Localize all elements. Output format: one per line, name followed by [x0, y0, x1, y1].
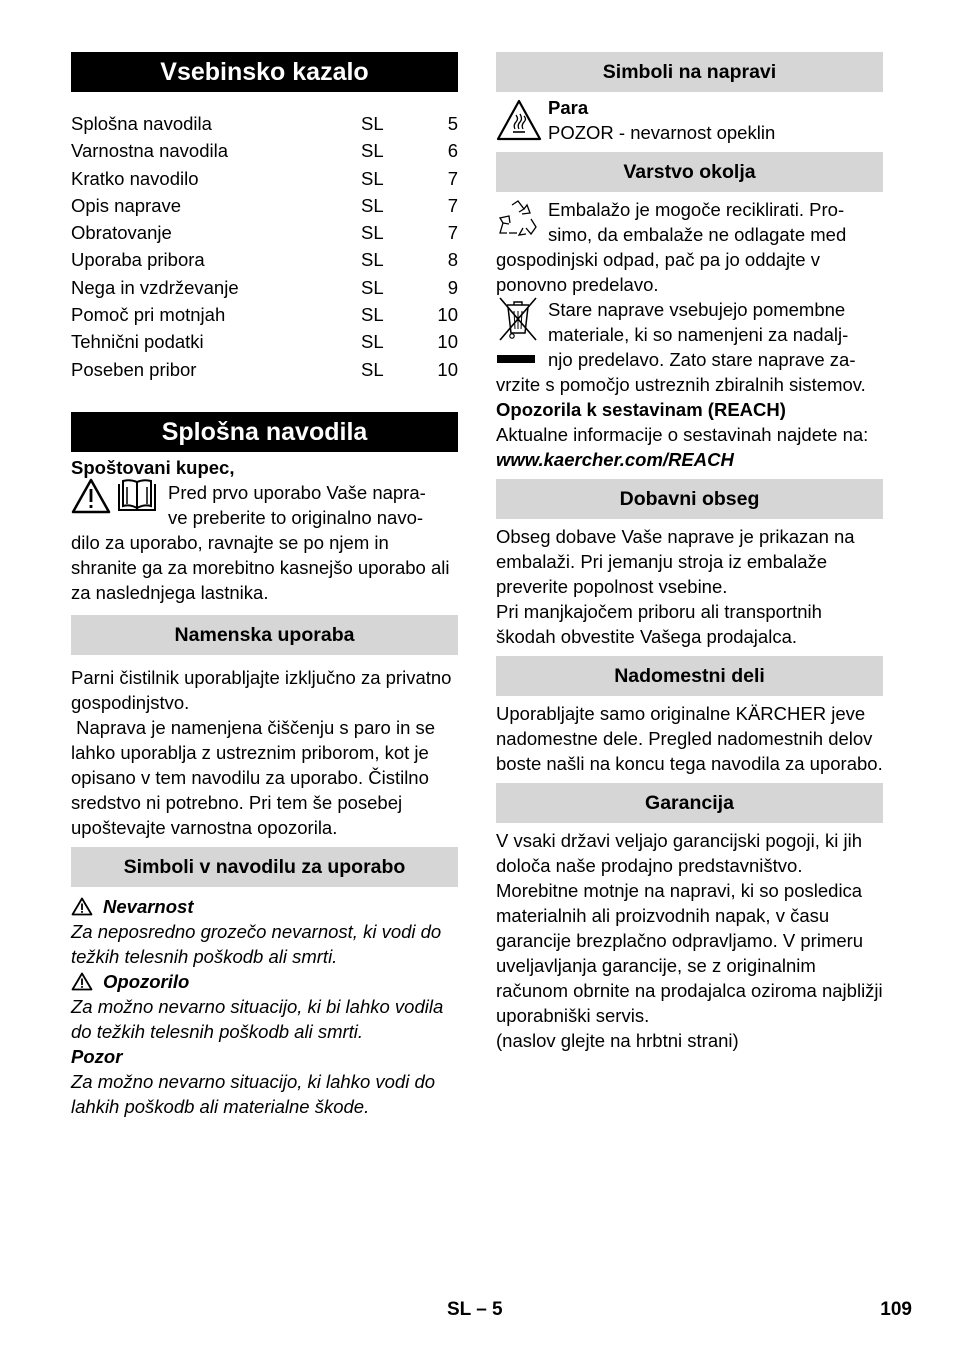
toc-entry: [71, 356, 458, 383]
toc-entry-page: 10: [437, 358, 458, 380]
warranty-text: V vsaki državi veljajo garancijski pogoji, ki jih določa naše prodajno predstavništvo. Morebitne motnje na napravi, ki so posledica materialnih ali proizvodnih napak, v času garancije brezplačno odpravljamo. V primeru uveljavljanja garancije, se z originalnim računom obrnite na prodajalca oziroma najbližji uporabniški servis.: [496, 830, 883, 1026]
general-line-1: Pred prvo uporabo Vaše napra-: [168, 481, 426, 503]
warranty-heading: Garancija: [496, 783, 883, 823]
reach-text: Aktualne informacije o sestavinah najdete na:: [496, 424, 869, 445]
crossed-bin-icon: [497, 295, 539, 345]
toc-entry: [71, 110, 458, 137]
toc-entry-lang: SL: [361, 331, 384, 353]
toc-heading: Vsebinsko kazalo: [71, 52, 458, 92]
environment-p2-text: vrzite s pomočjo ustreznih zbiralnih sistemov.: [496, 374, 866, 395]
toc-entry-lang: SL: [361, 358, 384, 380]
toc-entry-page: 10: [437, 331, 458, 353]
environment-p2-line1: Stare naprave vsebujejo pomembne: [548, 299, 846, 320]
weee-icon-wrap: [497, 295, 539, 363]
toc-entry-page: 7: [447, 194, 458, 216]
delivery-heading: Dobavni obseg: [496, 479, 883, 519]
delivery-p1: Obseg dobave Vaše naprave je prikazan na embalaži. Pri jemanju stroja iz embalaže preverite popolnost vsebine.: [496, 526, 855, 597]
toc-entry-page: 8: [447, 249, 458, 271]
environment-p2-line3: njo predelavo. Zato stare naprave za-: [548, 349, 856, 370]
toc-entry-title: Obratovanje: [71, 222, 172, 244]
toc-entry-lang: SL: [361, 276, 384, 298]
small-warning-icon: [71, 897, 93, 916]
footer-section: SL – 5: [447, 1299, 503, 1320]
recycling-icon: [497, 199, 539, 239]
toc-entry-title: Pomoč pri motnjah: [71, 304, 226, 326]
toc-entry-title: Poseben pribor: [71, 358, 197, 380]
caution-text: Za možno nevarno situacijo, ki lahko vodi do lahkih poškodb ali materialne škode.: [71, 1070, 436, 1117]
right-column: [496, 52, 883, 1053]
toc-entry-lang: SL: [361, 140, 384, 162]
toc-entry: [71, 192, 458, 219]
toc-entry: [71, 328, 458, 355]
toc-entry: [71, 219, 458, 246]
toc-entry-lang: SL: [361, 167, 384, 189]
left-column: [71, 52, 458, 1119]
weee-bar: [497, 355, 535, 363]
weee-block: [496, 297, 883, 397]
danger-label: Nevarnost: [103, 895, 194, 917]
toc-entry-page: 10: [437, 304, 458, 326]
toc-entry-title: Splošna navodila: [71, 113, 212, 134]
reach-link[interactable]: www.kaercher.com/REACH: [496, 449, 734, 470]
toc-entry: [71, 246, 458, 273]
danger-text: Za neposredno grozečo nevarnost, ki vodi do težkih telesnih poškodb ali smrti.: [71, 920, 442, 967]
toc-entry-lang: SL: [361, 194, 384, 216]
spare-parts-text: Uporabljajte samo originalne KÄRCHER jeve nadomestne dele. Pregled nadomestnih delov boste našli na koncu tega navodila za uporabo.: [496, 703, 883, 774]
toc-entry-title: Varnostna navodila: [71, 140, 229, 162]
read-manual-icons: [71, 478, 159, 514]
toc-entry-page: 7: [447, 167, 458, 189]
general-line-2: ve preberite to originalno navo-: [168, 506, 424, 528]
toc-entry-lang: SL: [361, 113, 384, 134]
general-text: dilo za uporabo, ravnajte se po njem in shranite ga za morebitno kasnejšo uporabo ali za naslednjega lastnika.: [71, 531, 450, 603]
manual-symbols-heading: Simboli v navodilu za uporabo: [71, 847, 458, 887]
greeting: Spoštovani kupec,: [71, 456, 235, 478]
intended-use-p2: Naprava je namenjena čiščenju s paro in se lahko uporablja z ustreznim priborom, kot je opisano v tem navodilu za uporabo. Čistilno sredstvo ni potrebno. Pri tem še posebej upoštevajte varnostna opozorila.: [71, 716, 441, 838]
toc-entry-lang: SL: [361, 249, 384, 271]
warning-triangle-icon: [71, 478, 111, 514]
toc-entry: [71, 165, 458, 192]
general-heading: Splošna navodila: [71, 412, 458, 452]
toc-entry: [71, 137, 458, 164]
steam-label: Para: [548, 97, 589, 118]
open-book-icon: [115, 478, 159, 514]
steam-text: POZOR - nevarnost opeklin: [548, 122, 776, 143]
toc-entry-title: Opis naprave: [71, 194, 182, 216]
device-symbols-heading: Simboli na napravi: [496, 52, 883, 92]
steam-block: [496, 95, 883, 145]
toc-entry-page: 9: [447, 276, 458, 298]
warning-label: Opozorilo: [103, 970, 190, 992]
warning-text: Za možno nevarno situacijo, ki bi lahko vodila do težkih telesnih poškodb ali smrti.: [71, 995, 444, 1042]
footer-page-number: 109: [880, 1299, 912, 1320]
intended-use-heading: Namenska uporaba: [71, 615, 458, 655]
environment-heading: Varstvo okolja: [496, 152, 883, 192]
intended-use-p1: Parni čistilnik uporabljajte izključno za privatno gospodinjstvo.: [71, 666, 452, 713]
read-manual-block: [71, 480, 458, 605]
environment-p1-text: gospodinjski odpad, pač pa jo oddajte v ponovno predelavo.: [496, 249, 820, 295]
toc-entry-page: 7: [447, 222, 458, 244]
toc-entry-lang: SL: [361, 222, 384, 244]
spare-parts-heading: Nadomestni deli: [496, 656, 883, 696]
toc-entry-page: 5: [447, 113, 458, 134]
environment-p2-line2: materiale, ki so namenjeni za nadalj-: [548, 324, 849, 345]
toc-entry: [71, 301, 458, 328]
environment-p1-line1: Embalažo je mogoče reciklirati. Pro-: [548, 199, 845, 220]
toc-entry-lang: SL: [361, 304, 384, 326]
recycling-block: [496, 197, 883, 297]
toc-entry-title: Kratko navodilo: [71, 167, 199, 189]
reach-heading: Opozorila k sestavinam (REACH): [496, 399, 786, 420]
warning-row: [71, 969, 458, 994]
delivery-p2: Pri manjkajočem priboru ali transportnih škodah obvestite Vašega prodajalca.: [496, 601, 822, 647]
small-warning-icon: [71, 972, 93, 991]
hot-steam-warning-icon: [496, 99, 542, 141]
toc-entry: [71, 274, 458, 301]
caution-label: Pozor: [71, 1045, 123, 1067]
environment-p1-line2: simo, da embalaže ne odlagate med: [548, 224, 847, 245]
toc-entry-title: Uporaba pribora: [71, 249, 205, 271]
toc-entry-page: 6: [447, 140, 458, 162]
toc-entry-title: Tehnični podatki: [71, 331, 204, 353]
toc-entry-title: Nega in vzdrževanje: [71, 276, 239, 298]
table-of-contents: [71, 110, 458, 383]
warranty-note: (naslov glejte na hrbtni strani): [496, 1030, 739, 1051]
danger-row: [71, 894, 458, 919]
